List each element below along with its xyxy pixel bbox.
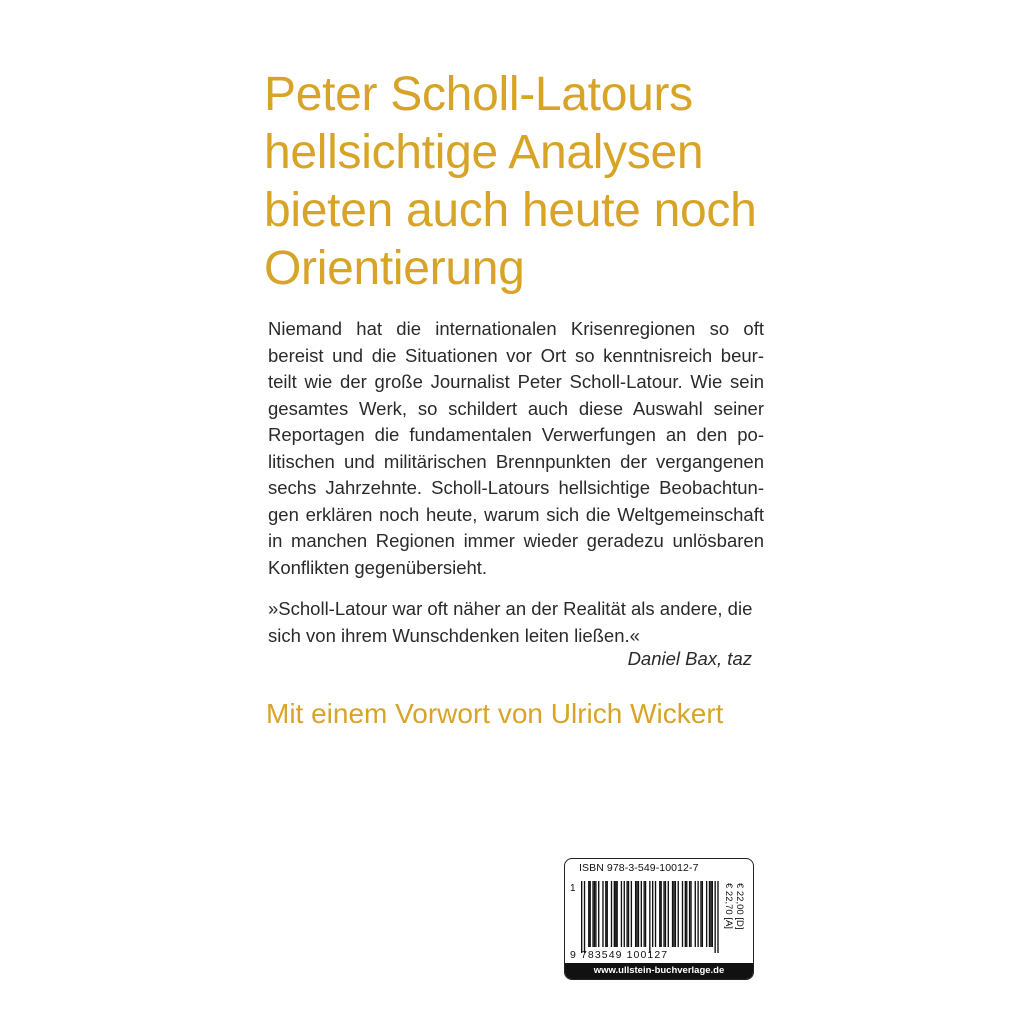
barcode-bar [655,881,656,947]
barcode-bar [678,881,679,947]
description [268,316,764,581]
headline-line: hellsichtige Analysen [264,126,704,179]
barcode-bar [706,881,707,947]
barcode-bar [682,881,683,947]
barcode-bar [617,881,618,947]
barcode-bar [685,881,686,947]
description-line: gen erklären noch heute, warum sich die Weltgemeinschaft [268,503,764,525]
barcode-bar [661,881,662,947]
barcode-bar [638,881,639,947]
barcode-bar [697,881,698,947]
barcode-bar [615,881,616,947]
barcode-digits: 9 783549 100127 [570,949,669,961]
barcode-bar [598,881,599,947]
barcode-bar [643,881,644,947]
barcode-bar [602,881,603,947]
barcode-bar [595,881,596,947]
barcode-bar [672,881,673,947]
foreword-note: Mit einem Vorwort von Ulrich Wickert [266,698,724,729]
barcode-bar [581,881,582,953]
description-line: teilt wie der große Journalist Peter Scholl-Latour. Wie sein [268,371,764,392]
description-line: sechs Jahrzehnte. Scholl-Latours hellsichtige Beobachtun- [268,477,764,498]
barcode-bar [611,881,612,947]
barcode-bar [659,881,660,947]
headline-line: bieten auch heute noch [264,184,757,237]
quote-line: »Scholl-Latour war oft näher an der Realität als andere, die [268,598,753,619]
barcode-bar [652,881,653,947]
price-block [723,881,753,955]
barcode-bar [626,881,627,947]
headline-line: Peter Scholl-Latours [264,68,693,121]
barcode-bar [712,881,713,947]
barcode-bar [641,881,642,947]
quote-line: sich von ihrem Wunschdenken leiten ließen.« [268,624,640,646]
barcode-bar [710,881,711,947]
description-line: litischen und militärischen Brennpunkten der vergangenen [268,450,764,472]
barcode-bar [649,881,650,953]
barcode-bar [690,881,691,947]
barcode-bar [675,881,676,947]
headline-line: Orientierung [264,242,525,295]
barcode-bar [636,881,637,947]
barcode-bar [665,881,666,947]
quote-attribution: Daniel Bax, taz [627,648,752,669]
barcode-bar [668,881,669,947]
description-line: bereist und die Situationen vor Ort so kenntnisreich beur- [268,344,764,366]
barcode-bar [709,881,710,947]
description-line: gesamtes Werk, so schildert auch diese Auswahl seiner [268,397,764,419]
barcode-bar [695,881,696,947]
barcode-bar [689,881,690,947]
barcode-bar [588,881,589,947]
barcode-bar [663,881,664,947]
barcode-bar [590,881,591,947]
barcode-bar [700,881,701,947]
barcode-bar [607,881,608,947]
description-line: Reportagen die fundamentalen Verwerfungen an den po- [268,424,764,445]
barcode-bar [686,881,687,947]
price-austria: € 22,70 [A] [723,883,734,929]
barcode-bar [635,881,636,947]
description-line: Niemand hat die internationalen Krisenregionen so oft [268,318,764,339]
barcode-bar [717,881,718,953]
publisher-url: www.ullstein-buchverlage.de [565,963,753,979]
isbn-label: ISBN 978-3-549-10012-7 [579,862,699,874]
barcode-bar [673,881,674,947]
barcode-lead-digit: 1 [570,883,576,894]
headline [264,66,824,298]
barcode-bar [714,881,715,953]
barcode-bar [594,881,595,947]
barcode-bar [614,881,615,947]
price-germany: € 22,00 [D] [734,883,745,930]
description-line: Konflikten gegenübersieht. [268,556,488,578]
barcode-bar [702,881,703,947]
barcode-bar [624,881,625,947]
barcode-bar [628,881,629,947]
description-line: in manchen Regionen immer wieder geradezu unlösbaren [268,530,764,551]
barcode-bar [631,881,632,947]
barcode-bar [621,881,622,947]
barcode-bar [645,881,646,947]
barcode-bar [592,881,593,947]
barcode-label [564,858,754,980]
barcode-bar [584,881,585,953]
review-quote [268,596,764,649]
barcode-bar [605,881,606,947]
